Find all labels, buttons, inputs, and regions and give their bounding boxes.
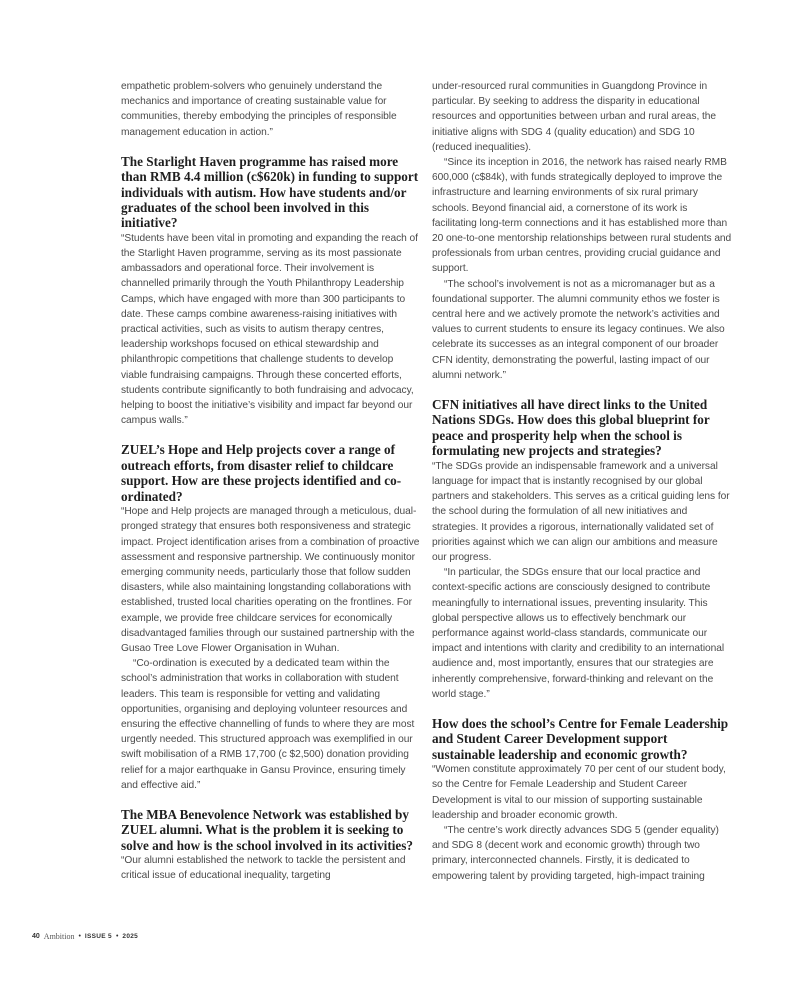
continued-paragraph: under-resourced rural communities in Guangdong Province in particular. By seeking to address the disparity in educational resources and opportunities between urban and rural areas, the initiative aligns with SDG 4 (quality education) and SDG 10 (reduced inequalities).	[432, 81, 717, 153]
separator-dot: •	[78, 933, 81, 940]
separator-dot: •	[115, 933, 119, 940]
question-female-leadership: How does the school’s Centre for Female Leadership and Student Career Development support sustainable leadership and economic growth?	[432, 715, 729, 762]
answer-paragraph: “In particular, the SDGs ensure that our local practice and context-specific actions are consciously designed to contribute meaningfully to international issues, preventing insularity. This global perspective allows us to effectively benchmark our performance against world-class standards, communicate our impact and intentions with clarity and credibility to an international audience and, most importantly, ensures that our strategies are inherently comprehensive, forward-thinking and relevant on the world stage.”	[432, 567, 725, 700]
left-column	[121, 79, 421, 884]
question-hope-and-help: ZUEL’s Hope and Help projects cover a range of outreach efforts, from disaster relief to childcare support. How are these projects identified and co-ordinated?	[121, 442, 402, 504]
answer-paragraph: “The SDGs provide an indispensable framework and a universal language for impact that is instantly recognised by our global partners and stakeholders. This serves as a critical guiding lens for the school during the formulation of all new initiatives and strategies. It provides a rigorous, internationally validated set of priorities against which we can align our ambitions and measure our progress.	[432, 460, 730, 563]
answer-paragraph: “Co-ordination is executed by a dedicated team within the school’s administration that works in collaboration with student leaders. This team is responsible for vetting and validating opportunities, organising and deploying volunteer resources and ensuring the effective channelling of funds to where they are most urgently needed. This structured approach was exemplified in our swift mobilisation of a RMB 17,700 (c $2,500) donation providing relief for a major earthquake in Gansu Province, ensuring timely and effective aid.”	[121, 658, 415, 791]
answer-paragraph: “Women constitute approximately 70 per cent of our student body, so the Centre for Female Leadership and Student Career Development is vital to our mission of supporting sustainable leadership and broader economic growth.	[432, 764, 726, 821]
continued-paragraph: “Since its inception in 2016, the network has raised nearly RMB 600,000 (c$84k), with funds strategically deployed to improve the infrastructure and learning environments of six rural primary schools. Beyond financial aid, a cornerstone of its work is facilitating long-term connections and it has established more than 20 one-to-one mentorship relationships between rural students and professionals from urban centres, providing crucial guidance and support.	[432, 157, 732, 275]
right-column	[432, 79, 732, 884]
answer-paragraph: “Our alumni established the network to tackle the persistent and critical issue of educational inequality, targeting	[121, 855, 406, 882]
continued-paragraph: “The school’s involvement is not as a micromanager but as a foundational supporter. The alumni community ethos we foster is central here and we actively promote the network’s activities and values to current students to ensure its legacy continues. We also celebrate its successes as an integral component of our broader CFN identity, demonstrating the powerful, lasting impact of our alumni network.”	[432, 278, 725, 381]
answer-paragraph: “Hope and Help projects are managed through a meticulous, dual-pronged strategy that ensures both responsiveness and strategic impact. Project identification arises from a combination of proactive assessment and responsive partnership. We continuously monitor emerging community needs, particularly those that follow sudden disasters, while also maintaining longstanding collaborations with established, trusted local charities operating on the frontlines. For example, we provide free childcare services for economically disadvantaged families through our sustained partnership with the Gusao Tree Love Flower Organisation in Wuhan.	[121, 506, 420, 654]
issue-label: ISSUE 5	[84, 933, 112, 940]
question-starlight-haven: The Starlight Haven programme has raised more than RMB 4.4 million (c$620k) in funding to support individuals with autism. How have students and/or graduates of the school been involved in this initiative?	[121, 153, 419, 231]
answer-paragraph: “The centre’s work directly advances SDG 5 (gender equality) and SDG 8 (decent work and economic growth) through two primary, interconnected channels. Firstly, it is dedicated to empowering talent by providing targeted, high-impact training	[432, 824, 719, 882]
answer-paragraph: “Students have been vital in promoting and expanding the reach of the Starlight Haven programme, serving as its most passionate ambassadors and operational force. Their involvement is channelled primarily through the Youth Philanthropy Leadership Camps, which have engaged with more than 300 participants to date. These camps combine awareness-raising initiatives with practical activities, such as visits to autism therapy centres, leadership workshops focused on ethical stewardship and philanthropic competitions that challenge students to develop viable fundraising campaigns. Through these concerted efforts, students contribute significantly to both fundraising and advocacy, helping to boost the initiative’s visibility and impact far beyond our campus walls.”	[121, 232, 418, 427]
question-mba-benevolence: The MBA Benevolence Network was established by ZUEL alumni. What is the problem it is seeking to solve and how is the school involved in its activities?	[121, 806, 413, 853]
page-number: 40	[32, 933, 40, 940]
intro-paragraph: empathetic problem-solvers who genuinely understand the mechanics and importance of creating sustainable value for communities, thereby embodying the principles of responsible management education in action.”	[121, 81, 397, 138]
page-footer	[32, 932, 138, 941]
question-sdgs: CFN initiatives all have direct links to the United Nations SDGs. How does this global blueprint for peace and prosperity help when the school is formulating new projects and strategies?	[432, 397, 710, 459]
magazine-name: Ambition	[43, 932, 75, 941]
year-label: 2025	[122, 933, 139, 940]
